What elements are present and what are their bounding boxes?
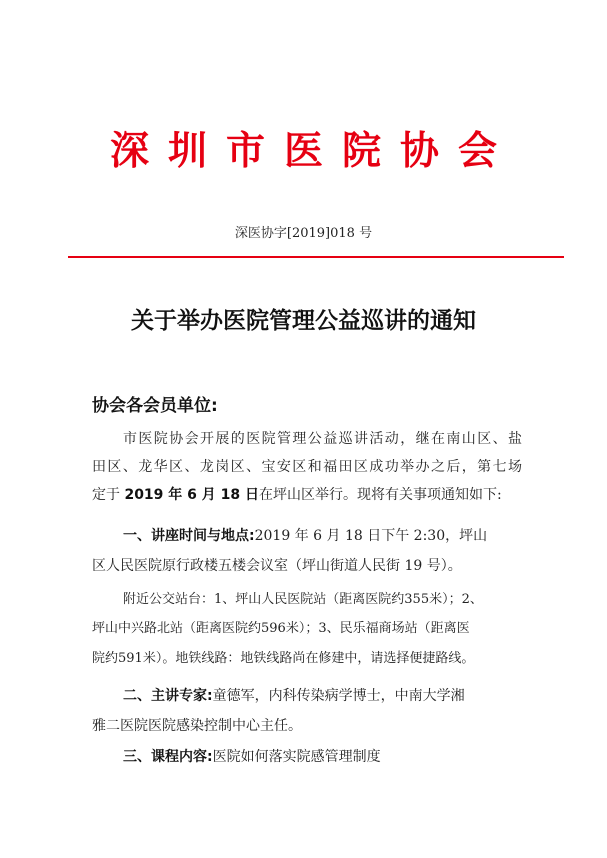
organization-title: 深圳市医院协会	[109, 129, 516, 174]
intro-line-1: 市医院协会开展的医院管理公益巡讲活动，继在南山区、盐	[123, 431, 522, 447]
event-date: 2019 年 6 月 18 日	[124, 487, 260, 503]
section3-course: 医院如何落实院感管理制度	[212, 749, 381, 765]
transport-line-3: 院约591米）。地铁线路：地铁线路尚在修建中，请选择便捷路线。	[92, 651, 475, 666]
intro-date-prefix: 定于	[92, 487, 125, 503]
document-number: 深医协字[2019]018 号	[234, 226, 373, 241]
intro-date-suffix: 在坪山区举行。现将有关事项通知如下:	[259, 487, 502, 503]
salutation: 协会各会员单位:	[92, 396, 218, 416]
intro-line-3	[92, 481, 522, 509]
section2-line-1	[92, 682, 522, 710]
section2-speaker: 童德军，内科传染病学博士，中南大学湘	[212, 688, 465, 704]
section3-line	[92, 743, 522, 771]
intro-line-2: 田区、龙华区、龙岗区、宝安区和福田区成功举办之后，第七场	[92, 459, 522, 475]
transport-line-2: 坪山中兴路北站（距离医院约596米）；3、民乐福商场站（距离医	[92, 621, 470, 636]
notice-title: 关于举办医院管理公益巡讲的通知	[131, 307, 476, 334]
section1-line-1	[92, 522, 522, 550]
section3-heading: 三、课程内容:	[123, 749, 213, 765]
section1-time: 2019 年 6 月 18 日下午 2:30，坪山	[254, 528, 488, 544]
transport-line-1: 附近公交站台：1、坪山人民医院站（距离医院约355米）；2、	[123, 592, 483, 607]
section2-heading: 二、主讲专家:	[123, 688, 213, 704]
section1-line-2: 区人民医院原行政楼五楼会议室（坪山街道人民街 19 号）。	[92, 558, 462, 574]
header-divider	[68, 256, 564, 258]
section2-line-2: 雅二医院医院感染控制中心主任。	[92, 718, 302, 734]
section1-heading: 一、讲座时间与地点:	[123, 528, 255, 544]
